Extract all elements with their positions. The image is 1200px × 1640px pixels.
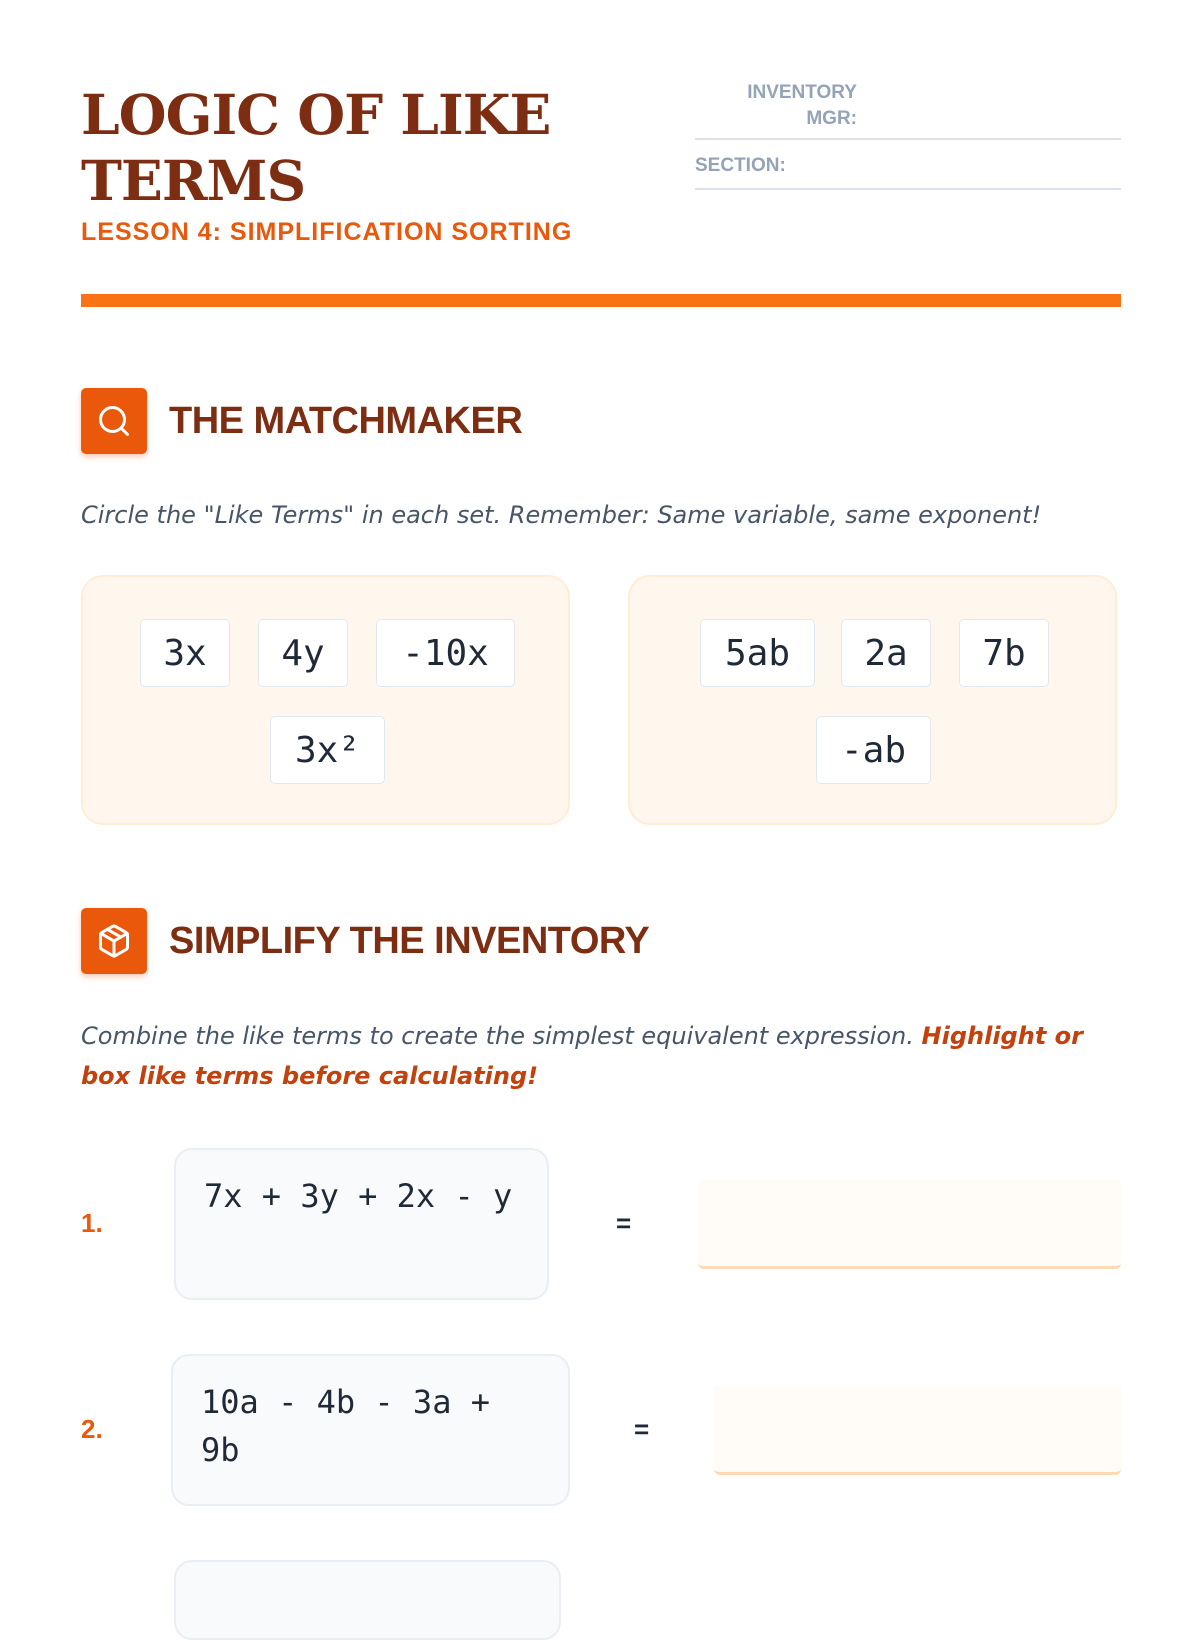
lesson-subtitle: LESSON 4: SIMPLIFICATION SORTING [81, 218, 573, 246]
expression-box: 7x + 3y + 2x - y [174, 1148, 549, 1300]
problem-number: 2. [81, 1414, 103, 1444]
term-tile[interactable]: 4y [258, 619, 348, 687]
term-tile[interactable]: 5ab [700, 619, 815, 687]
section-label: SECTION: [695, 155, 786, 176]
problem-1 [81, 1148, 1121, 1300]
manager-label-line-1: INVENTORY [747, 82, 857, 103]
inventory-instructions-highlight: Highlight or box like terms before calculating! [81, 1022, 1083, 1090]
problem-number: 1. [81, 1208, 103, 1238]
term-tile[interactable]: 7b [959, 619, 1049, 687]
expression-box [174, 1560, 561, 1640]
term-tile[interactable]: 2a [841, 619, 931, 687]
title-line-2: TERMS [81, 148, 306, 213]
expression-box: 10a - 4b - 3a + 9b [171, 1354, 570, 1506]
problem-3 [81, 1560, 1121, 1600]
inventory-title: SIMPLIFY THE INVENTORY [169, 920, 650, 962]
term-tile[interactable]: 3x² [270, 716, 385, 784]
matchmaker-instructions: Circle the "Like Terms" in each set. Remember: Same variable, same exponent! [81, 501, 1042, 529]
problem-2 [81, 1354, 1121, 1506]
term-tile[interactable]: -ab [816, 716, 931, 784]
inventory-section-header [81, 908, 1121, 974]
header-divider [81, 294, 1121, 307]
answer-field[interactable] [714, 1386, 1121, 1475]
answer-field[interactable] [698, 1180, 1121, 1269]
worksheet-title [81, 82, 550, 214]
matchmaker-section-header [81, 388, 1121, 454]
inventory-instructions-text: Combine the like terms to create the simplest equivalent expression. [81, 1022, 914, 1050]
term-set-2 [628, 575, 1117, 825]
term-tile[interactable]: 3x [140, 619, 230, 687]
inventory-instructions [81, 1016, 1121, 1096]
term-tile[interactable]: -10x [376, 619, 515, 687]
title-line-1: LOGIC OF LIKE [81, 82, 551, 147]
manager-label-line-2: MGR: [806, 108, 857, 129]
package-icon [81, 908, 147, 974]
student-info-fields [695, 0, 1121, 200]
term-set-1 [81, 575, 570, 825]
equals-sign: = [634, 1414, 650, 1444]
inventory-manager-label [741, 80, 857, 132]
inventory-manager-field[interactable] [695, 138, 1121, 140]
search-icon [81, 388, 147, 454]
equals-sign: = [616, 1208, 632, 1238]
section-field[interactable] [695, 188, 1121, 190]
worksheet-page [81, 0, 1121, 1600]
matchmaker-title: THE MATCHMAKER [169, 400, 523, 442]
